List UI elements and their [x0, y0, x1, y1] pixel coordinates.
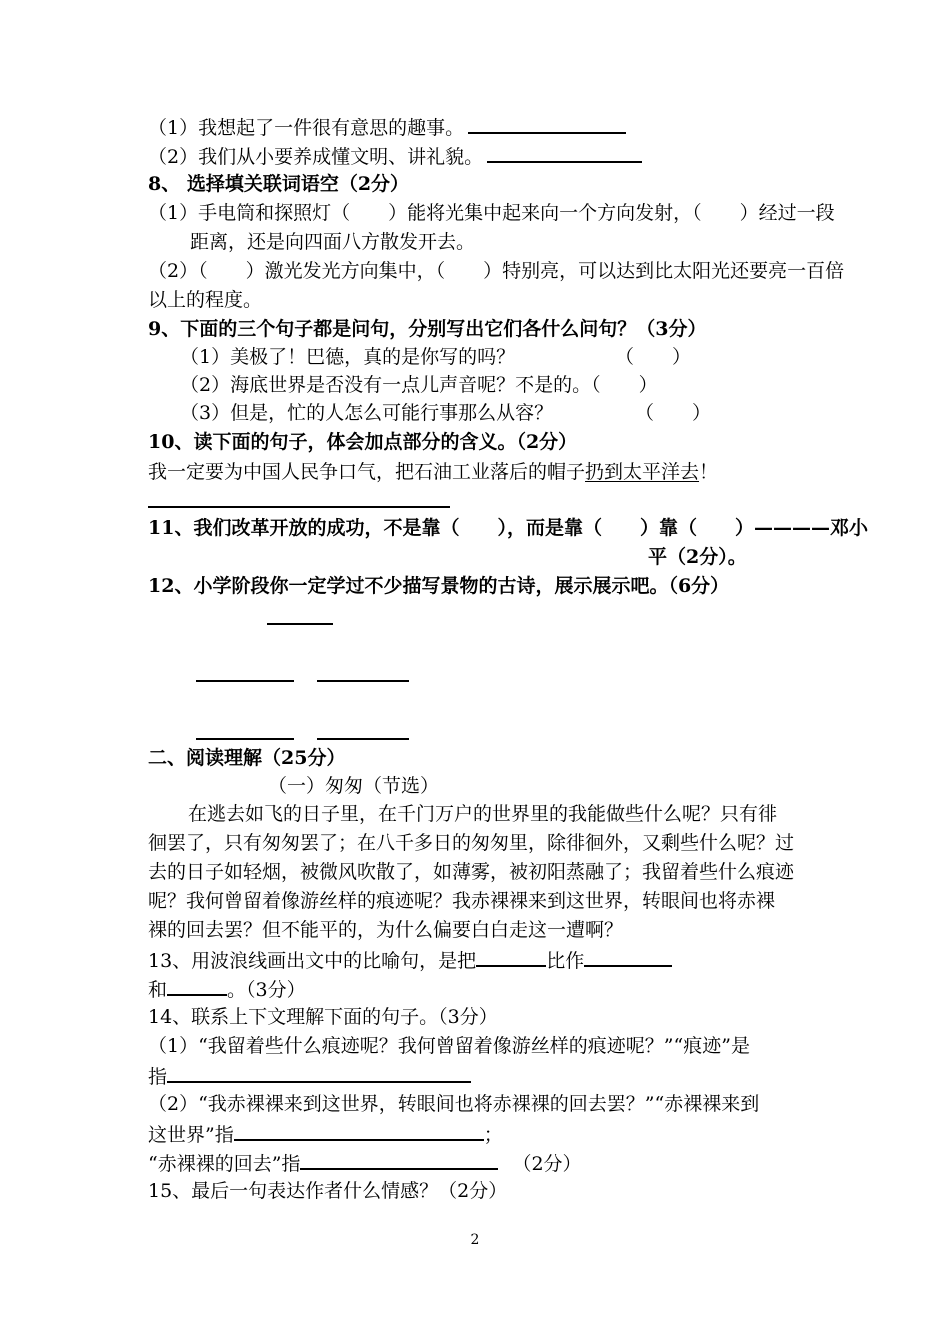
q7-s1-blank[interactable] — [468, 112, 626, 134]
q8-line-2: 距离，还是向四面八方散发开去。 — [190, 231, 476, 253]
q12-poem-line-1b[interactable] — [317, 680, 409, 682]
q14-title: 14、联系上下文理解下面的句子。（3分） — [148, 1006, 498, 1028]
q14-l5-text: “赤裸裸的回去”指 — [148, 1153, 301, 1175]
q7-s1-text: （1）我想起了一件很有意思的趣事。 — [148, 117, 465, 139]
page-number: 2 — [470, 1232, 480, 1248]
passage-line-1: 在逃去如飞的日子里，在千门万户的世界里的我能做些什么呢？只有徘 — [188, 803, 778, 825]
passage-line-2: 徊罢了，只有匆匆罢了；在八千多日的匆匆里，除徘徊外，又剩些什么呢？过 — [148, 832, 795, 854]
q11-line-1: 11、我们改革开放的成功，不是靠（ ），而是靠（ ）靠（ ）————邓小 — [148, 517, 868, 539]
q7-sentence-1 — [148, 112, 626, 143]
q8-title: 8、 选择填关联词语空（2分） — [148, 173, 410, 195]
q14-blank-3[interactable] — [300, 1148, 498, 1170]
q12-poem-title-line[interactable] — [267, 623, 333, 625]
q13-text-a: 13、用波浪线画出文中的比喻句，是把 — [148, 950, 477, 972]
passage-line-4: 呢？我何曾留着像游丝样的痕迹呢？我赤裸裸来到这世界，转眼间也将赤裸 — [148, 890, 776, 912]
q14-l4-punct: ； — [483, 1124, 503, 1146]
q9-s3-bracket[interactable]: （ ） — [635, 402, 712, 424]
q12-poem-line-1a[interactable] — [196, 680, 294, 682]
q8-line-3: （2）（ ）激光发光方向集中，（ ）特别亮，可以达到比太阳光还要亮一百倍 — [148, 260, 845, 282]
passage-title: （一）匆匆（节选） — [268, 775, 440, 797]
passage-line-3: 去的日子如轻烟，被微风吹散了，如薄雾，被初阳蒸融了；我留着些什么痕迹 — [148, 861, 795, 883]
q12-title: 12、小学阶段你一定学过不少描写景物的古诗，展示展示吧。（6分） — [148, 575, 730, 597]
q8-line-1: （1）手电筒和探照灯（ ）能将光集中起来向一个方向发射，（ ）经过一段 — [148, 202, 835, 224]
section2-title: 二、阅读理解（25分） — [148, 747, 346, 769]
q9-sentence-3: （3）但是，忙的人怎么可能行事那么从容？ — [180, 402, 554, 424]
q10-title: 10、读下面的句子，体会加点部分的含义。（2分） — [148, 431, 578, 453]
q14-line-1: （1）“我留着些什么痕迹呢？我何曾留着像游丝样的痕迹呢？”“痕迹”是 — [148, 1035, 750, 1057]
q14-line-2 — [148, 1061, 471, 1092]
q7-s2-text: （2）我们从小要养成懂文明、讲礼貌。 — [148, 146, 484, 168]
q10-sentence — [148, 458, 718, 487]
q10-dotted-phrase: 扔到太平洋去 — [585, 461, 700, 483]
q10-text-a: 我一定要为中国人民争口气，把石油工业落后的帽子 — [148, 461, 586, 483]
q14-line-4 — [148, 1119, 503, 1150]
q13-line-2 — [148, 974, 306, 1005]
q15-title: 15、最后一句表达作者什么情感？（2分） — [148, 1180, 508, 1202]
q12-poem-line-2b[interactable] — [317, 738, 409, 740]
q10-text-b: ！ — [699, 461, 719, 483]
passage-line-5: 裸的回去罢？但不能平的，为什么偏要白白走这一遭啊？ — [148, 919, 624, 941]
q14-line-3: （2）“我赤裸裸来到这世界，转眼间也将赤裸裸的回去罢？”“赤裸裸来到 — [148, 1093, 760, 1115]
q14-l5-points: （2分） — [512, 1153, 582, 1175]
q13-blank-1[interactable] — [476, 945, 546, 967]
q14-l2-text: 指 — [148, 1066, 168, 1088]
q14-l4-text: 这世界”指 — [148, 1124, 234, 1146]
q14-line-5 — [148, 1148, 582, 1179]
q14-blank-2[interactable] — [234, 1119, 484, 1141]
q13-text-c: 和 — [148, 979, 168, 1001]
q13-blank-3[interactable] — [167, 974, 227, 996]
q7-s2-blank[interactable] — [487, 141, 642, 163]
q9-s1-bracket[interactable]: （ ） — [615, 346, 692, 368]
q13-line-1 — [148, 945, 672, 976]
q11-line-2: 平（2分）。 — [648, 546, 747, 568]
q7-sentence-2 — [148, 141, 642, 172]
q14-blank-1[interactable] — [167, 1061, 471, 1083]
q9-sentence-1: （1）美极了！巴德，真的是你写的吗？ — [180, 346, 516, 368]
q10-answer-line[interactable] — [148, 506, 450, 508]
q13-text-b: 比作 — [546, 950, 585, 972]
q9-sentence-2: （2）海底世界是否没有一点儿声音呢？不是的。（ ） — [180, 374, 658, 396]
q9-title: 9、下面的三个句子都是问句，分别写出它们各什么问句？（3分） — [148, 318, 707, 340]
q13-blank-2[interactable] — [584, 945, 672, 967]
q8-line-4: 以上的程度。 — [148, 289, 263, 311]
q13-text-d: 。（3分） — [227, 979, 306, 1001]
q12-poem-line-2a[interactable] — [196, 738, 294, 740]
